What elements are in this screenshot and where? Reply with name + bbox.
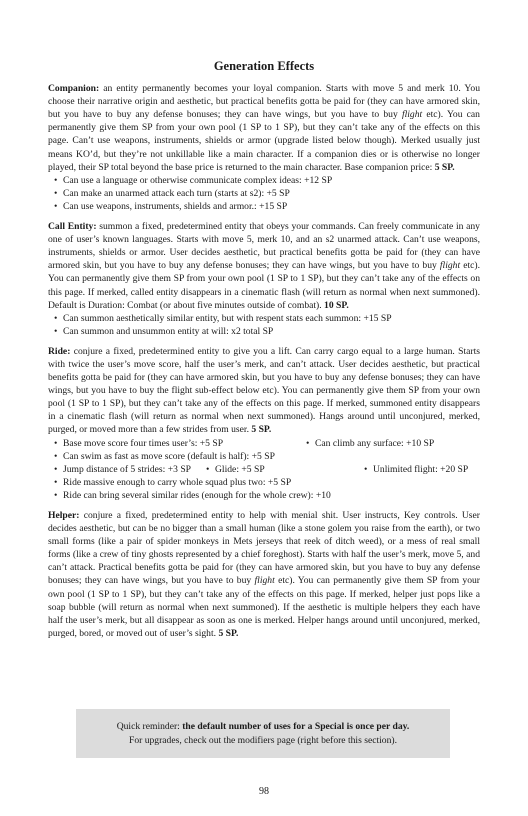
price-label: 5 SP. xyxy=(251,424,272,436)
price-label: 5 SP. xyxy=(434,161,455,173)
price-label: 10 SP. xyxy=(324,299,349,311)
bullet-icon: • xyxy=(306,437,310,449)
description-text: etc). You can permanently give them SP from your own pool (1 SP to 1 SP), but they can’t take any of the effects on this page. Can’t use weapons, instruments, shields or armor (upgrade listed below though). Merked usually just means KO’d, but they’re not unkillable like a main character. If a companion dies or is otherwise no longer played, their SP total beyond the base price is returned to the main character. Base companion price: xyxy=(48,109,480,173)
upgrade-text: Glide: +5 SP xyxy=(215,463,265,475)
term-label: Companion: xyxy=(48,83,100,95)
list-row xyxy=(54,437,480,450)
upgrade-list xyxy=(48,437,480,502)
upgrade-text: Can summon aesthetically similar entity, but with respent stats each summon: +15 SP xyxy=(63,312,392,324)
list-item xyxy=(54,476,480,489)
upgrade-text: Can make an unarmed attack each turn (starts at s2): +5 SP xyxy=(63,187,290,199)
reminder-emphasis: the default number of uses for a Special is once per day. xyxy=(182,721,410,732)
bullet-icon: • xyxy=(54,312,58,324)
upgrade-list xyxy=(48,312,480,338)
helper-paragraph xyxy=(48,509,480,640)
list-item xyxy=(54,312,480,325)
italic-term: flight xyxy=(401,109,423,121)
quick-reminder-box xyxy=(76,709,450,758)
italic-term: flight xyxy=(254,575,275,587)
upgrade-text: Can summon and unsummon entity at will: x2 total SP xyxy=(63,325,274,337)
upgrade-text: Jump distance of 5 strides: +3 SP xyxy=(63,463,191,475)
bullet-icon: • xyxy=(54,187,58,199)
upgrade-text: Base move score four times user’s: +5 SP xyxy=(63,437,224,449)
list-item xyxy=(54,489,480,502)
list-item xyxy=(306,437,480,450)
list-item xyxy=(54,325,480,338)
term-label: Ride: xyxy=(48,345,71,357)
page-number: 98 xyxy=(259,786,269,797)
upgrade-text: Unlimited flight: +20 SP xyxy=(373,463,469,475)
description-text: etc). You can permanently give them SP from your own pool (1 SP to 1 SP), but they can’t take any of the effects on this page. If merked, called entity disappears in a cinematic flash (will return as normal when next summoned). Default is Duration: Combat (or about five minutes outside of combat). xyxy=(48,260,480,311)
list-item xyxy=(54,463,206,476)
term-label: Call Entity: xyxy=(48,221,97,233)
upgrade-list xyxy=(48,174,480,213)
list-item xyxy=(54,174,480,187)
description-text: conjure a fixed, predetermined entity to give you a lift. Can carry cargo equal to a large human. Starts with twice the user’s move score, half the user’s merk, and can’t attack. User decides aesthetic, but practical benefits gotta be paid for (they can have armored skin, but you have to buy any defense bonuses; they can have wings, but you have to buy the flight sub-effect below etc). You can permanently give them SP from your own pool (1 SP to 1 SP), but they can’t take any of the effects on this page. If merked, summoned entity disappears in a cinematic flash (will return as normal when next summoned). Hangs around until unconjured, merked, purged, or moved more than a few strides from user. xyxy=(48,345,480,436)
reminder-lead: Quick reminder: xyxy=(116,721,183,732)
bullet-icon: • xyxy=(54,450,58,462)
list-item xyxy=(54,437,306,450)
section-companion xyxy=(48,82,480,213)
bullet-icon: • xyxy=(54,489,58,501)
bullet-icon: • xyxy=(54,463,58,475)
list-row xyxy=(54,463,480,476)
description-text: conjure a fixed, predetermined entity to help with menial shit. User instructs, Key controls. User decides aesthetic, but can be no bigger than a small human (like a stone golem you raise from the earth), or two small forms (like a pair of spider monkeys in Mets jerseys that reek of ditch weed), or a mess of real small forms (like a crew of tiny ghosts represented by a chief foreghost). Starts with half the user’s merk, move 5, and can’t attack. Practical benefits gotta be paid for (they can have armored skin, but you have to buy any defense bonuses; they can have wings, but you have to buy xyxy=(48,510,480,587)
ride-paragraph xyxy=(48,345,480,437)
bullet-icon: • xyxy=(54,325,58,337)
bullet-icon: • xyxy=(54,437,58,449)
italic-term: flight xyxy=(439,260,461,272)
reminder-line-1 xyxy=(76,720,450,734)
reminder-line-2: For upgrades, check out the modifiers page (right before this section). xyxy=(128,734,397,746)
section-ride xyxy=(48,345,480,502)
list-item xyxy=(54,450,480,463)
upgrade-text: Ride can bring several similar rides (enough for the whole crew): +10 xyxy=(63,489,331,501)
upgrade-text: Can climb any surface: +10 SP xyxy=(315,437,435,449)
list-item xyxy=(206,463,364,476)
page-title: Generation Effects xyxy=(213,59,315,73)
bullet-icon: • xyxy=(206,463,210,475)
upgrade-text: Ride massive enough to carry whole squad plus two: +5 SP xyxy=(63,476,292,488)
price-label: 5 SP. xyxy=(218,627,239,639)
list-item xyxy=(54,187,480,200)
upgrade-text: Can use a language or otherwise communicate complex ideas: +12 SP xyxy=(63,174,333,186)
list-item xyxy=(54,200,480,213)
description-text: an entity permanently becomes your loyal companion. Starts with move 5 and merk 10. You choose their narrative origin and aesthetic, but practical benefits gotta be paid for (they can have armored skin, but you have to buy any defense bonuses; they can have wings, but you have to buy xyxy=(48,83,480,121)
upgrade-text: Can use weapons, instruments, shields and armor.: +15 SP xyxy=(63,200,288,212)
bullet-icon: • xyxy=(54,476,58,488)
upgrade-text: Can swim as fast as move score (default is half): +5 SP xyxy=(63,450,275,462)
call-entity-paragraph xyxy=(48,220,480,312)
list-item xyxy=(364,463,480,476)
description-text: etc). You can permanently give them SP from your own pool (1 SP to 1 SP), but they can’t take any of the effects on this page. If merked, helper just pops like a soap bubble (will return as normal when next summoned). If the aesthetic is multiple helpers they each have half the user’s merk, but all disappear as soon as one is merked. Helper hangs around until unconjured, merked, purged, bored, or moved out of user’s sight. xyxy=(48,575,480,639)
bullet-icon: • xyxy=(54,174,58,186)
bullet-icon: • xyxy=(364,463,368,475)
section-helper xyxy=(48,509,480,640)
description-text: summon a fixed, predetermined entity that obeys your commands. Can freely communicate in any one of user’s known languages. Starts with move 5, merk 10, and an s2 unarmed attack. Can’t use weapons, instruments, shields or armor. User decides aesthetic, but practical benefits gotta be paid for (they can have armored skin, but you have to buy any defense bonuses; they can have wings, but you have to buy xyxy=(48,221,480,272)
page-body xyxy=(48,60,480,647)
section-call-entity xyxy=(48,220,480,338)
bullet-icon: • xyxy=(54,200,58,212)
companion-paragraph xyxy=(48,82,480,174)
term-label: Helper: xyxy=(48,510,80,521)
